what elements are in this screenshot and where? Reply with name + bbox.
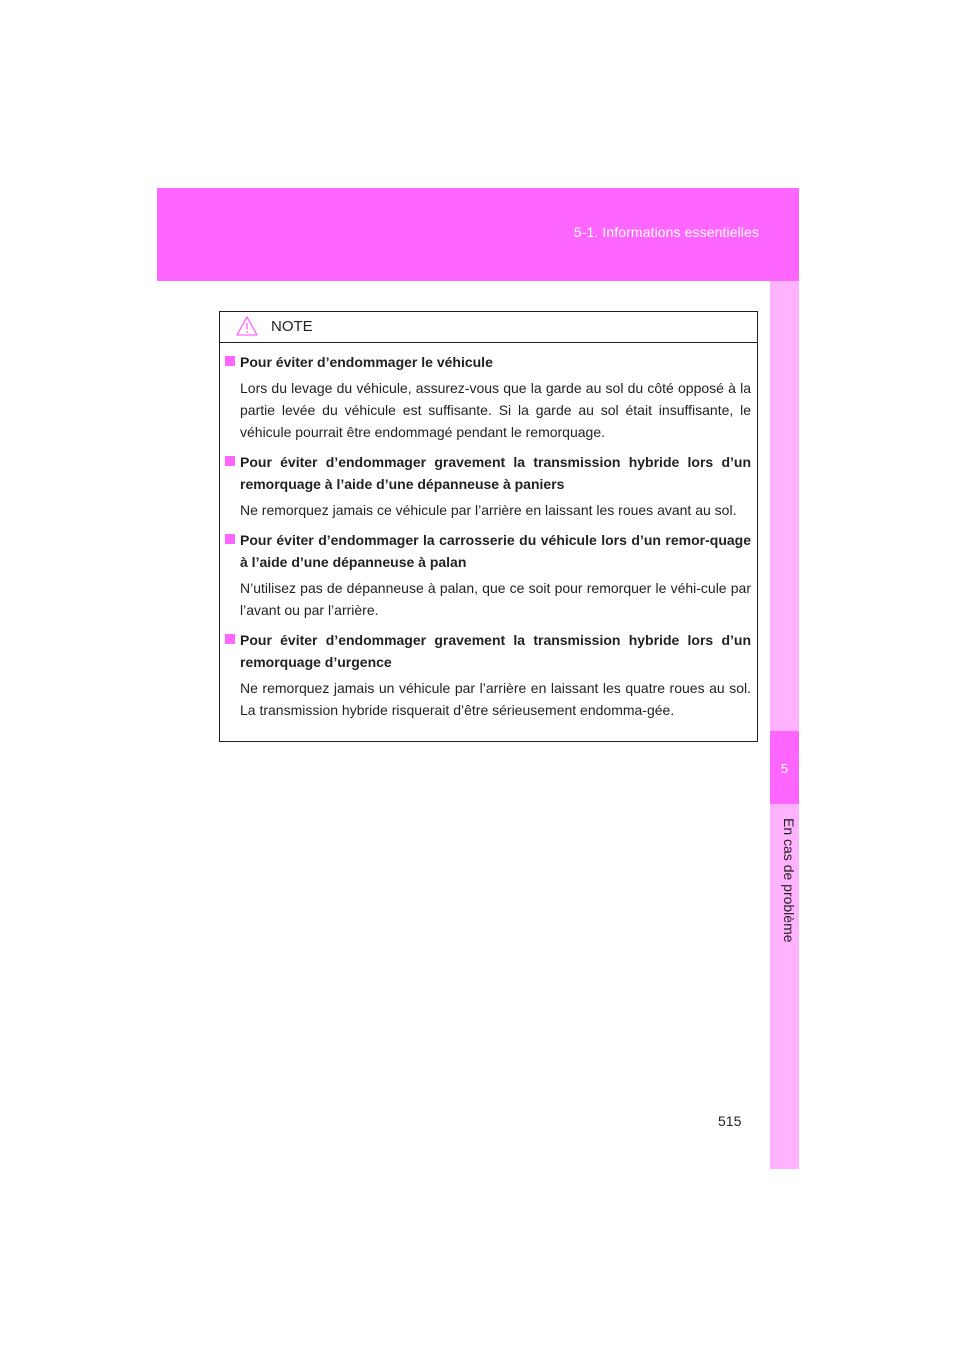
section-heading-text: Pour éviter d’endommager la carrosserie du véhicule lors d’un remor-quage à l’aide d’une dépanneuse à palan	[240, 532, 751, 570]
note-section	[224, 629, 753, 721]
section-text: Lors du levage du véhicule, assurez-vous que la garde au sol du côté opposé à la partie levée du véhicule est suffisante. Si la garde au sol était insuffisante, le véhicule pourrait être endommagé pendant le remorquage.	[240, 380, 751, 440]
note-box	[219, 311, 758, 742]
section-title: 5-1. Informations essentielles	[573, 224, 759, 240]
note-body	[220, 343, 757, 721]
section-text: Ne remorquez jamais ce véhicule par l’arrière en laissant les roues avant au sol.	[240, 502, 737, 518]
page-number: 515	[718, 1113, 742, 1129]
section-text: Ne remorquez jamais un véhicule par l’arrière en laissant les quatre roues au sol. La transmission hybride risquerait d’être sérieusement endomma-gée.	[240, 680, 751, 718]
section-text: N’utilisez pas de dépanneuse à palan, que ce soit pour remorquer le véhi-cule par l’avant ou par l’arrière.	[240, 580, 751, 618]
section-heading-text: Pour éviter d’endommager le véhicule	[240, 354, 493, 370]
section-heading-text: Pour éviter d’endommager gravement la transmission hybride lors d’un remorquage d’urgence	[240, 632, 751, 670]
bullet-square-icon	[225, 534, 235, 544]
chapter-number: 5	[780, 761, 789, 776]
warning-triangle-icon	[236, 316, 258, 336]
note-section	[224, 451, 753, 521]
note-section	[224, 351, 753, 443]
section-heading	[224, 451, 753, 495]
note-header	[220, 312, 757, 343]
bullet-square-icon	[225, 634, 235, 644]
chapter-label: En cas de problème	[781, 818, 797, 943]
note-title: NOTE	[271, 318, 313, 335]
chapter-tab	[770, 731, 799, 804]
section-heading	[224, 629, 753, 673]
bullet-square-icon	[225, 456, 235, 466]
bullet-square-icon	[225, 356, 235, 366]
section-heading-text: Pour éviter d’endommager gravement la transmission hybride lors d’un remorquage à l’aide d’une dépanneuse à paniers	[240, 454, 751, 492]
section-heading	[224, 529, 753, 573]
header-band	[157, 188, 799, 281]
note-section	[224, 529, 753, 621]
side-tab	[770, 281, 799, 1169]
section-heading	[224, 351, 753, 373]
